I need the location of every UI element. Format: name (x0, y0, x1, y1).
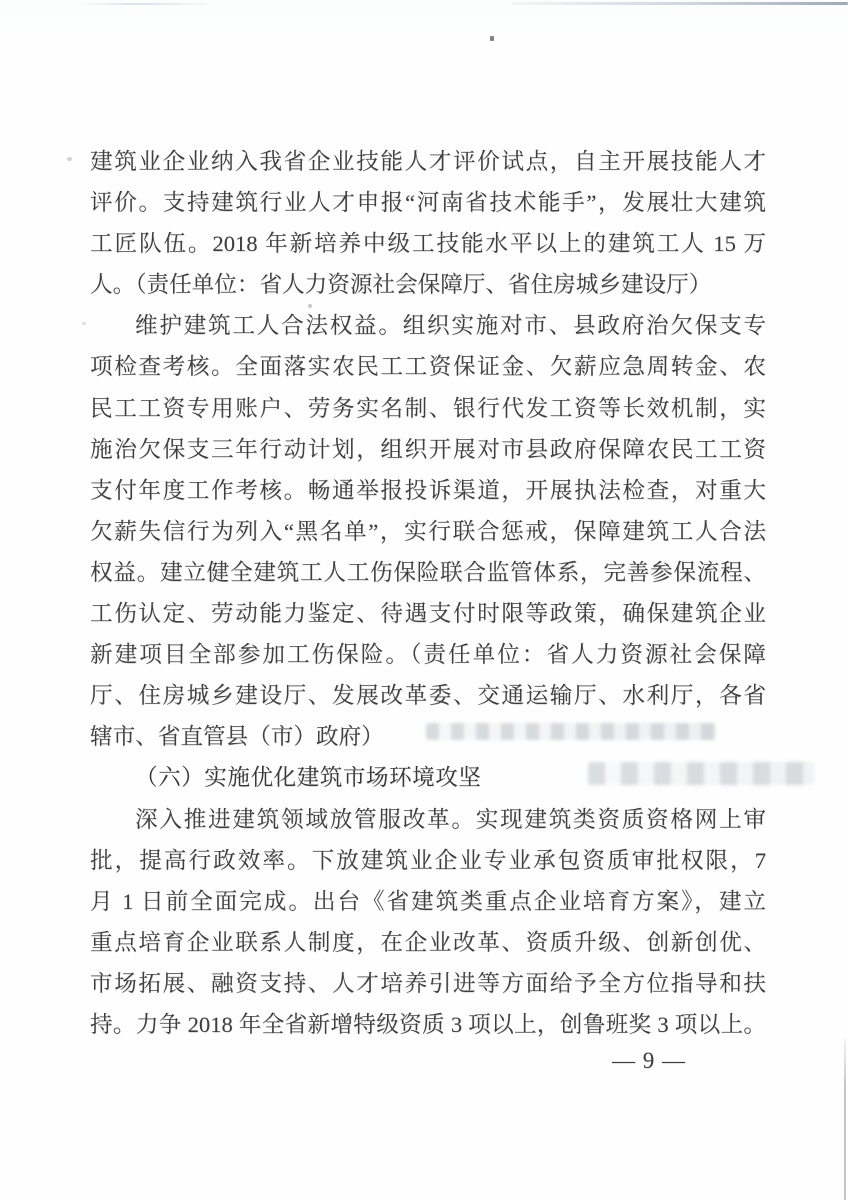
text-line: 重点培育企业联系人制度，在企业改革、资质升级、创新创优、 (90, 929, 766, 955)
text-line: 施治欠保支三年行动计划，组织开展对市县政府保障农民工工资 (90, 436, 766, 462)
text-line: 评价。支持建筑行业人才申报“河南省技术能手”，发展壮大建筑 (90, 190, 766, 216)
section-heading: （六）实施优化建筑市场环境攻坚 (135, 765, 482, 791)
text-line: 市场拓展、融资支持、人才培养引进等方面给予全方位指导和扶 (90, 970, 766, 996)
text-line: 辖市、省直管县（市）政府） (90, 724, 384, 750)
document-body (90, 141, 766, 1045)
scan-artifact-speck (82, 322, 86, 325)
scan-artifact-page-edge (844, 1038, 846, 1200)
scan-artifact-topline-left (85, 3, 207, 5)
text-line: 持。力争 2018 年全省新增特级资质 3 项以上，创鲁班奖 3 项以上。 (90, 1011, 766, 1037)
text-line: 批，提高行政效率。下放建筑业企业专业承包资质审批权限，7 (90, 847, 766, 873)
text-line: 支付年度工作考核。畅通举报投诉渠道，开展执法检查，对重大 (90, 477, 766, 503)
text-line: 月 1 日前全面完成。出台《省建筑类重点企业培育方案》，建立 (90, 888, 766, 914)
scan-artifact-speck (490, 36, 494, 41)
text-line: 民工工资专用账户、劳务实名制、银行代发工资等长效机制，实 (90, 395, 766, 421)
text-line: 工伤认定、劳动能力鉴定、待遇支付时限等政策，确保建筑企业 (90, 601, 766, 627)
text-line: 项检查考核。全面落实农民工工资保证金、欠薪应急周转金、农 (90, 354, 766, 380)
text-line: 人。（责任单位：省人力资源社会保障厅、省住房城乡建设厅） (90, 272, 712, 298)
page-number: — 9 — (612, 1048, 686, 1073)
scan-artifact-topline-right (512, 2, 848, 5)
scan-artifact-speck (67, 157, 72, 161)
text-line: 工匠队伍。2018 年新培养中级工技能水平以上的建筑工人 15 万 (90, 231, 766, 257)
text-line: 厅、住房城乡建设厅、发展改革委、交通运输厅、水利厅，各省 (90, 683, 766, 709)
text-line: 欠薪失信行为列入“黑名单”，实行联合惩戒，保障建筑工人合法 (90, 518, 766, 544)
text-line: 维护建筑工人合法权益。组织实施对市、县政府治欠保支专 (135, 313, 766, 339)
text-line: 新建项目全部参加工伤保险。（责任单位：省人力资源社会保障 (90, 642, 766, 668)
text-line: 深入推进建筑领域放管服改革。实现建筑类资质资格网上审 (135, 806, 766, 832)
text-line: 建筑业企业纳入我省企业技能人才评价试点，自主开展技能人才 (90, 149, 766, 174)
text-line: 权益。建立健全建筑工人工伤保险联合监管体系，完善参保流程、 (90, 559, 766, 585)
